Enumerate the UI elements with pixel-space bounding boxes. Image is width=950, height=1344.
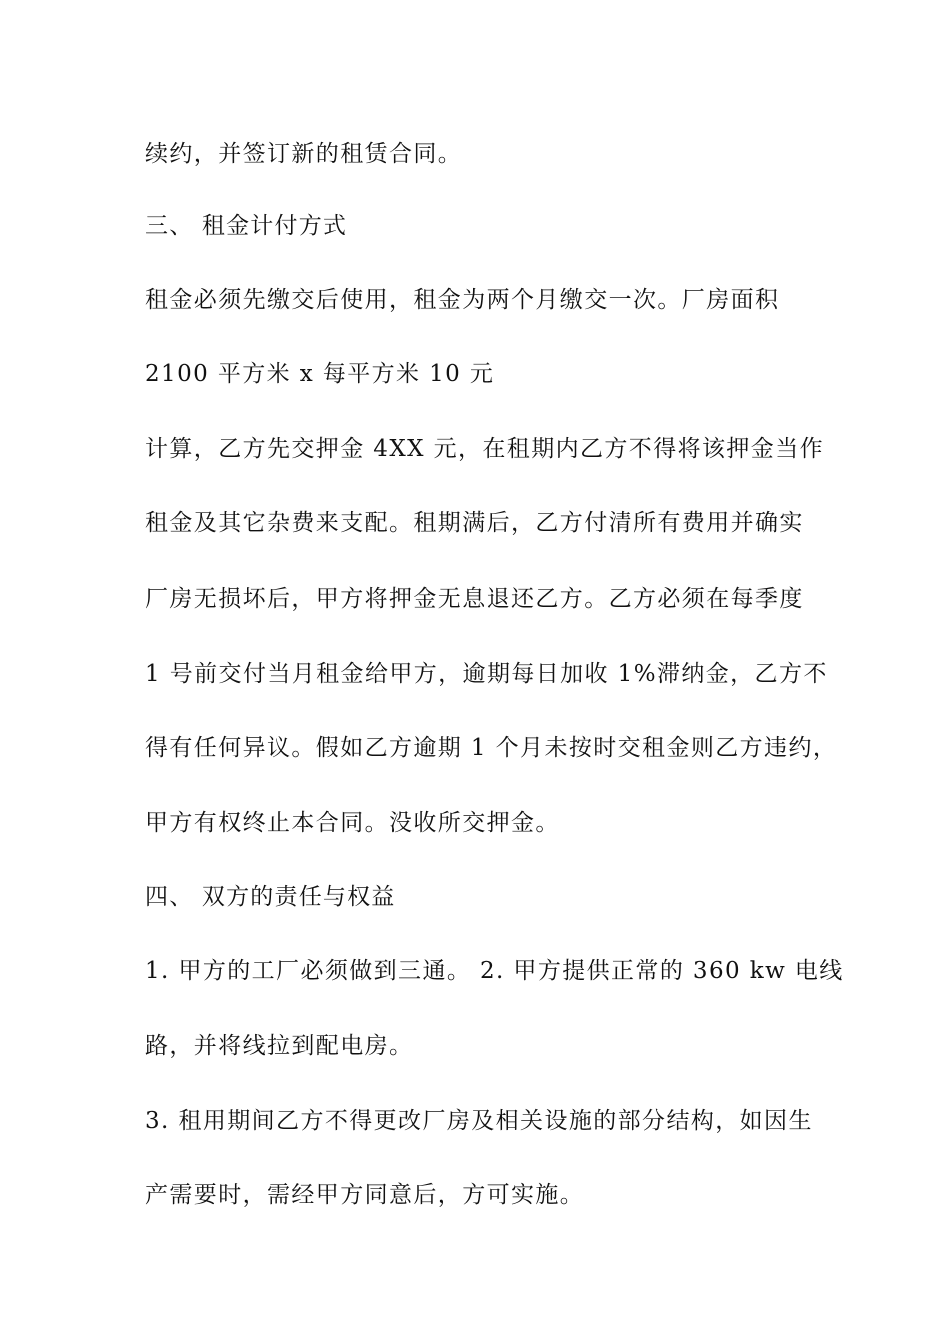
text-line: 路，并将线拉到配电房。	[145, 1033, 414, 1059]
text-line: 产需要时，需经甲方同意后，方可实施。	[145, 1182, 585, 1208]
section-heading-rent-payment: 三、 租金计付方式	[145, 213, 348, 239]
text-line: 2100 平方米 x 每平方米 10 元	[145, 361, 495, 387]
text-line: 租金及其它杂费来支配。租期满后，乙方付清所有费用并确实	[145, 510, 804, 536]
text-line: 1 号前交付当月租金给甲方，逾期每日加收 1%滞纳金，乙方不	[145, 661, 828, 687]
text-line: 厂房无损坏后，甲方将押金无息退还乙方。乙方必须在每季度	[145, 586, 804, 612]
text-line: 续约，并签订新的租赁合同。	[145, 141, 463, 167]
section-heading-responsibilities: 四、 双方的责任与权益	[145, 884, 396, 910]
text-line: 租金必须先缴交后使用，租金为两个月缴交一次。厂房面积	[145, 287, 780, 313]
text-line: 计算，乙方先交押金 4XX 元，在租期内乙方不得将该押金当作	[145, 436, 825, 462]
text-line: 3. 租用期间乙方不得更改厂房及相关设施的部分结构，如因生	[145, 1108, 813, 1134]
text-line: 1. 甲方的工厂必须做到三通。 2. 甲方提供正常的 360 kw 电线	[145, 958, 844, 984]
text-line: 甲方有权终止本合同。没收所交押金。	[145, 810, 560, 836]
text-line: 得有任何异议。假如乙方逾期 1 个月未按时交租金则乙方违约，	[145, 735, 838, 761]
